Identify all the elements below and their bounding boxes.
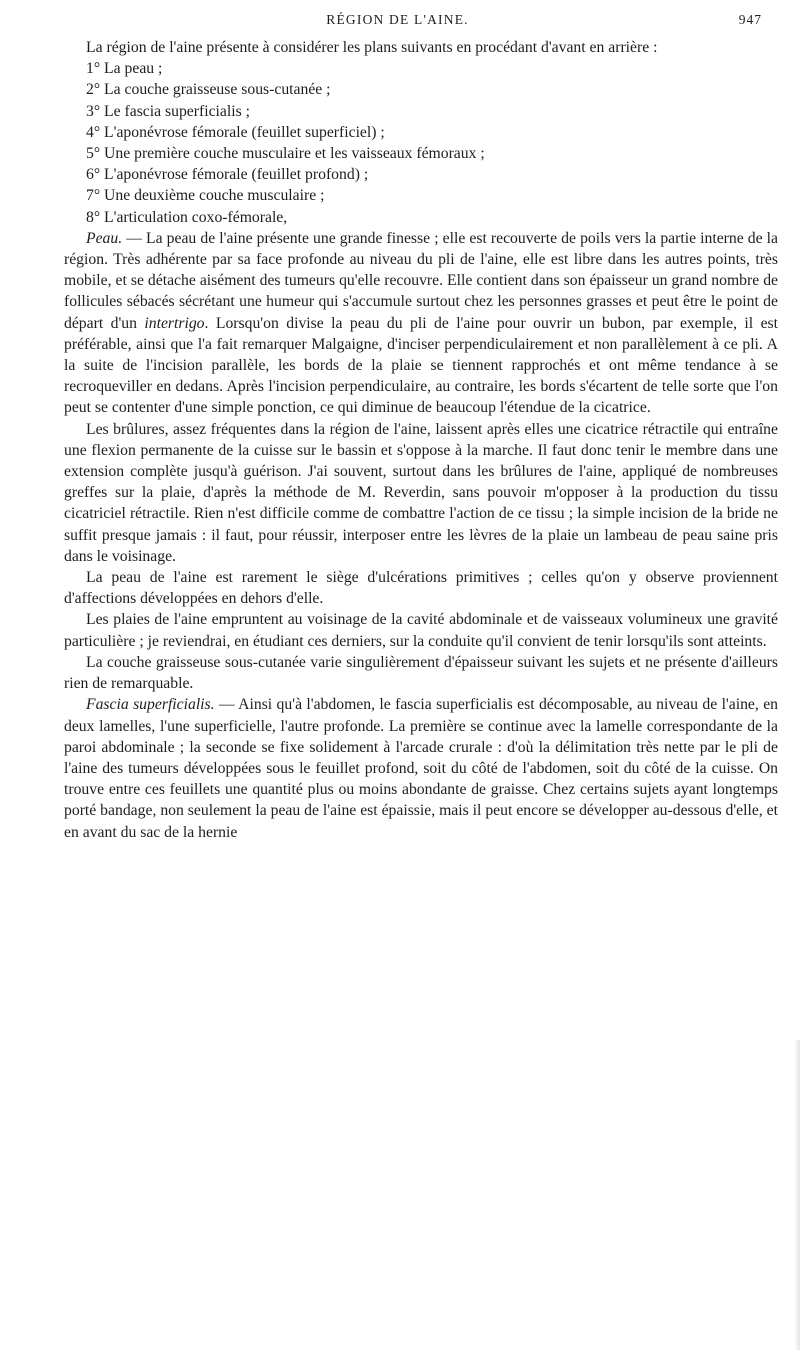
ulcerations-paragraph: La peau de l'aine est rarement le siège d'ulcérations primitives ; celles qu'on y observe proviennent d'affections développées en dehors d'elle. bbox=[64, 569, 778, 608]
section-heading-fascia: Fascia superficialis. bbox=[86, 696, 215, 714]
term-intertrigo: intertrigo bbox=[144, 314, 205, 332]
list-item: 3° Le fascia superficialis ; bbox=[86, 102, 250, 120]
page-number: 947 bbox=[738, 12, 762, 27]
fascia-paragraph bbox=[64, 694, 778, 842]
peau-text-part-2: . Lorsqu'on divise la peau du pli de l'aine pour ouvrir un bubon, par exemple, il est préférable, ainsi que l'a fait remarquer Malgaigne, d'inciser perpendiculairement et non parallèlement à ce pli. A la suite de l'incision parallèle, les bords de la plaie se tiennent rapprochés et ont même tendance à se recroqueviller en dedans. Après l'incision perpendiculaire, au contraire, les bords s'écartent de telle sorte que l'on peut se contenter d'une simple ponction, ce qui diminue de beaucoup l'étendue de la cicatrice. bbox=[64, 314, 778, 417]
plaies-paragraph: Les plaies de l'aine empruntent au voisinage de la cavité abdominale et de vaisseaux volumineux une gravité particulière ; je reviendrai, en étudiant ces derniers, sur la conduite qu'il convient de tenir lorsqu'ils sont atteints. bbox=[64, 611, 778, 650]
couche-graisseuse-paragraph: La couche graisseuse sous-cutanée varie singulièrement d'épaisseur suivant les sujets et ne présente d'ailleurs rien de remarquable. bbox=[64, 653, 778, 693]
list-item: 6° L'aponévrose fémorale (feuillet profond) ; bbox=[86, 166, 369, 184]
peau-paragraph bbox=[64, 228, 778, 419]
list-item: 4° L'aponévrose fémorale (feuillet superficiel) ; bbox=[86, 123, 385, 141]
list-item: 8° L'articulation coxo-fémorale, bbox=[86, 208, 288, 226]
running-title: RÉGION DE L'AINE. bbox=[326, 12, 469, 27]
list-item: 5° Une première couche musculaire et les vaisseaux fémoraux ; bbox=[86, 145, 485, 163]
intro-paragraph: La région de l'aine présente à considérer les plans suivants en procédant d'avant en arrière : bbox=[86, 39, 658, 56]
page-edge-shadow bbox=[794, 1040, 800, 1350]
list-item: 1° La peau ; bbox=[86, 60, 163, 78]
list-item: 7° Une deuxième couche musculaire ; bbox=[86, 187, 325, 205]
anatomical-planes-list bbox=[64, 58, 778, 228]
fascia-text: — Ainsi qu'à l'abdomen, le fascia superficialis est décomposable, au niveau de l'aine, en deux lamelles, l'une superficielle, l'autre profonde. La première se continue avec la lamelle correspondante de la paroi abdominale ; la seconde se fixe solidement à l'arcade crurale : d'où la délimitation très nette par le pli de l'aine des tumeurs développées sous le feuillet profond, soit du côté de l'abdomen, soit du côté de la cuisse. On trouve entre ces feuillets une quantité plus ou moins abondante de graisse. Chez certains sujets ayant longtemps porté bandage, non seulement la peau de l'aine est épaissie, mais il peut encore se développer au-dessous d'elle, et en avant du sac de la hernie bbox=[64, 696, 778, 841]
body-text bbox=[64, 37, 778, 843]
brulures-paragraph: Les brûlures, assez fréquentes dans la région de l'aine, laissent après elles une cicatrice rétractile qui entraîne une flexion permanente de la cuisse sur le bassin et s'oppose à la marche. Il faut donc tenir le membre dans une extension complète jusqu'à guérison. J'ai souvent, surtout dans les brûlures de l'aine, appliqué de nombreuses greffes sur la plaie, d'après la méthode de M. Reverdin, sans pouvoir m'opposer à la production du tissu cicatriciel rétractile. Rien n'est difficile comme de combattre l'action de ce tissu ; la simple incision de la bride ne suffit presque jamais : il faut, pour réussir, interposer entre les lèvres de la plaie un lambeau de peau saine pris dans le voisinage. bbox=[64, 420, 778, 565]
running-header bbox=[110, 8, 800, 32]
peau-text-part-1: — La peau de l'aine présente une grande finesse ; elle est recouverte de poils vers la partie interne de la région. Très adhérente par sa face profonde au niveau du pli de l'aine, elle est libre dans les autres points, très mobile, et se détache aisément des tumeurs qu'elle recouvre. Elle contient dans son épaisseur un grand nombre de follicules sébacés sécrétant une humeur qui s'accumule surtout chez les personnes grasses et peut être le point de départ d'un bbox=[64, 229, 778, 332]
list-item: 2° La couche graisseuse sous-cutanée ; bbox=[86, 81, 331, 99]
section-heading-peau: Peau. bbox=[86, 229, 123, 247]
